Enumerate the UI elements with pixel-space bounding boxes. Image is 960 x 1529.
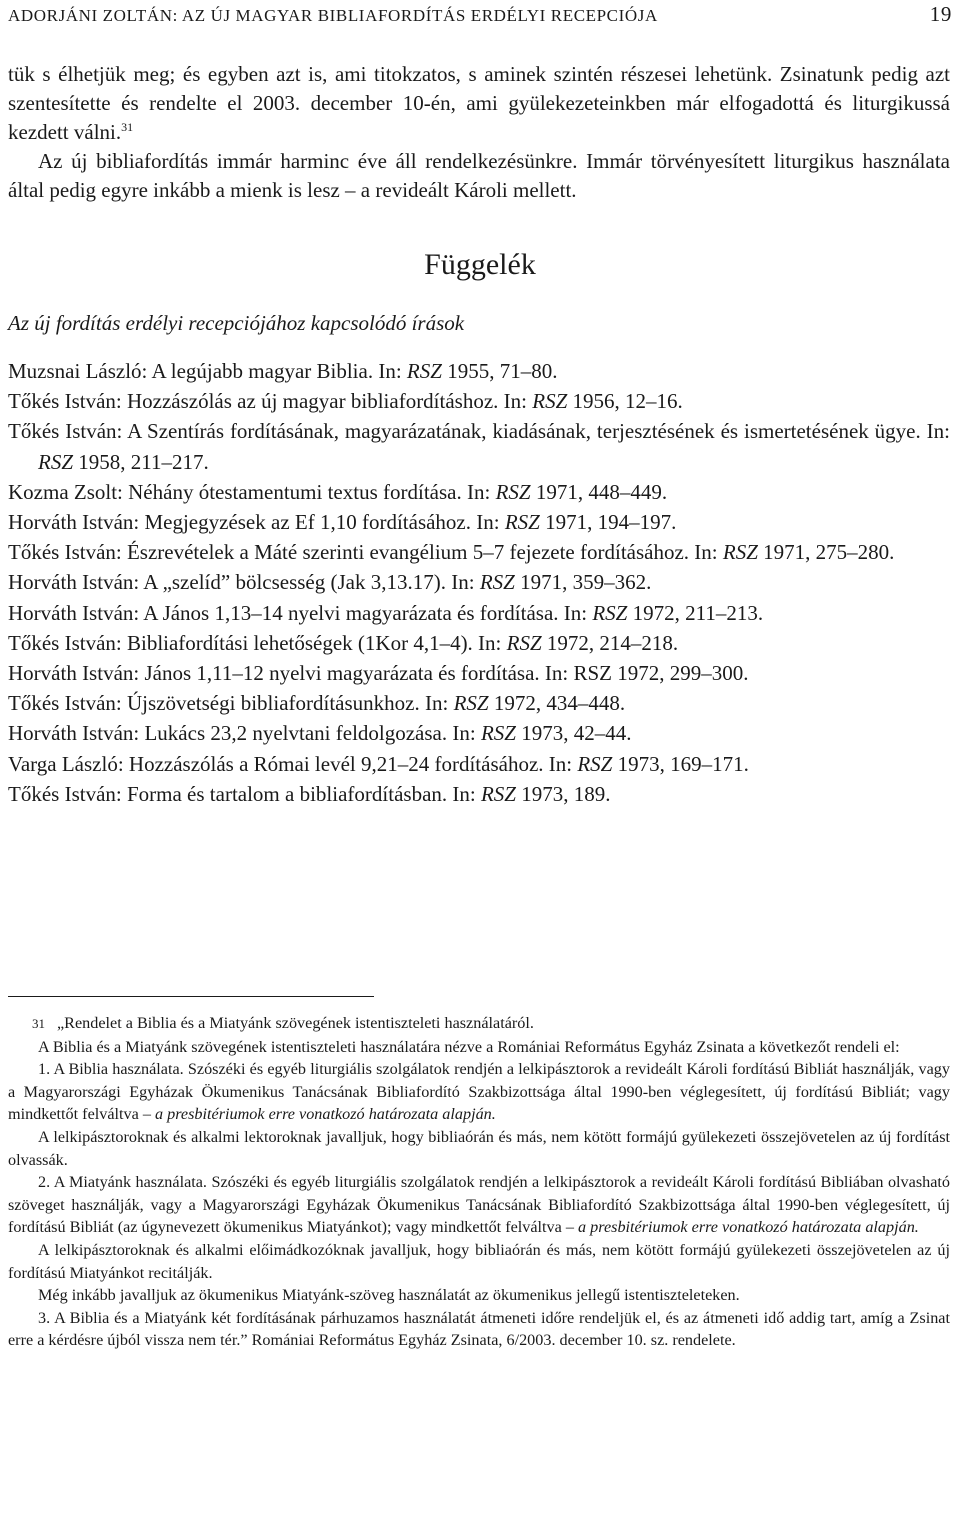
bibliography-entry: Varga László: Hozzászólás a Római levél 9,21–24 fordításához. In: RSZ 1973, 169–171. xyxy=(8,751,749,776)
running-title: ADORJÁNI ZOLTÁN: AZ ÚJ MAGYAR BIBLIAFORDÍTÁS ERDÉLYI RECEPCIÓJA xyxy=(8,6,658,25)
footnote-paragraph: A Biblia és a Miatyánk szövegének istentiszteleti használatára nézve a Romániai Református Egyház Zsinata a következőt rendeli el: xyxy=(38,1037,900,1056)
footnote-paragraph: 3. A Biblia és a Miatyánk két fordításának párhuzamos használatát átmeneti időre rendeljük el, és az átmeneti idő addig tart, amíg a Zsinat erre a kérdésre újból vissza nem tér.” Romániai Református Egyház Zsinata, 6/2003. december 10. sz. rendelete. xyxy=(8,1308,950,1350)
bibliography-entry: Tőkés István: Újszövetségi bibliafordításunkhoz. In: RSZ 1972, 434–448. xyxy=(8,691,626,716)
bibliography-entry: Horváth István: A János 1,13–14 nyelvi magyarázata és fordítása. In: RSZ 1972, 211–213. xyxy=(8,600,764,625)
appendix-heading: Függelék xyxy=(424,248,536,281)
bibliography-entry: Tőkés István: Bibliafordítási lehetőségek (1Kor 4,1–4). In: RSZ 1972, 214–218. xyxy=(8,630,679,655)
footnote-number: 31 xyxy=(32,1016,45,1031)
footnote-title: 31 „Rendelet a Biblia és a Miatyánk szövegének istentiszteleti használatáról. xyxy=(32,1014,534,1032)
bibliography-entry: Muzsnai László: A legújabb magyar Biblia. In: RSZ 1955, 71–80. xyxy=(8,359,558,383)
footnotes xyxy=(8,1012,950,1352)
body-paragraph: Az új bibliafordítás immár harminc éve áll rendelkezésünkre. Immár törvényesített liturgikus használata által pedig egyre inkább a mienk is lesz – a revideált Károli mellett. xyxy=(8,149,950,202)
page-number: 19 xyxy=(929,2,952,26)
appendix-subheading: Az új fordítás erdélyi recepciójához kapcsolódó írások xyxy=(8,311,465,335)
footnote-paragraph: Még inkább javalljuk az ökumenikus Miatyánk-szöveg használatát az ökumenikus jellegű istentiszteleteken. xyxy=(38,1286,740,1305)
bibliography-entry: Horváth István: János 1,11–12 nyelvi magyarázata és fordítása. In: RSZ 1972, 299–300. xyxy=(8,661,749,686)
body-paragraph xyxy=(8,60,950,147)
body-paragraph-text: tük s élhetjük meg; és egyben azt is, ami titokzatos, s aminek szintén részesei lehetünk. Zsinatunk pedig azt szentesítette és rendelte el 2003. december 10-én, ami gyülekezeteinkben már elfogadottá és liturgikussá kezdett válni. xyxy=(8,62,950,144)
footnote-paragraph: 1. A Biblia használata. Szószéki és egyéb liturgiális szolgálatok rendjén a lelkipásztorok a revideált Károli fordítású Bibliát használják, vagy a Magyarországi Egyházak Ökumenikus Tanácsának Bibliafordító Szakbizottsága által 1990-ben véglegesített, új fordítású Bibliát; vagy mindkettőt felváltva – a presbitériumok erre vonatkozó határozata alapján. xyxy=(8,1060,950,1124)
bibliography-entry: Horváth István: Lukács 23,2 nyelvtani feldolgozása. In: RSZ 1973, 42–44. xyxy=(8,721,632,746)
bibliography-entry: Tőkés István: A Szentírás fordításának, magyarázatának, kiadásának, terjesztésének és ismertetésének ügye. In: RSZ 1958, 211–217. xyxy=(8,419,950,474)
footnote-reference[interactable]: 31 xyxy=(121,120,134,134)
bibliography-list xyxy=(8,356,950,809)
footnote-paragraph: A lelkipásztoroknak és alkalmi előimádkozóknak javalljuk, hogy bibliaórán és más, nem kötött formájú gyülekezeti összejövetelen az új fordítású Miatyánkot recitálják. xyxy=(8,1240,950,1282)
bibliography-entry: Tőkés István: Forma és tartalom a bibliafordításban. In: RSZ 1973, 189. xyxy=(8,781,611,806)
footnote-separator xyxy=(8,996,374,997)
bibliography-entry: Tőkés István: Észrevételek a Máté szerinti evangélium 5–7 fejezete fordításához. In: RSZ 1971, 275–280. xyxy=(8,540,895,565)
footnote-paragraph: A lelkipásztoroknak és alkalmi lektoroknak javalljuk, hogy bibliaórán és más, nem kötött formájú gyülekezeti összejövetelen az új fordítást olvassák. xyxy=(8,1127,950,1169)
body-text xyxy=(8,60,950,205)
bibliography-entry: Horváth István: Megjegyzések az Ef 1,10 fordításához. In: RSZ 1971, 194–197. xyxy=(8,510,677,535)
running-header xyxy=(8,2,952,30)
bibliography-entry: Kozma Zsolt: Néhány ótestamentumi textus fordítása. In: RSZ 1971, 448–449. xyxy=(8,479,668,504)
bibliography-entry: Horváth István: A „szelíd” bölcsesség (Jak 3,13.17). In: RSZ 1971, 359–362. xyxy=(8,570,652,595)
bibliography-entry: Tőkés István: Hozzászólás az új magyar bibliafordításhoz. In: RSZ 1956, 12–16. xyxy=(8,389,683,414)
footnote-paragraph: 2. A Miatyánk használata. Szószéki és egyéb liturgiális szolgálatok rendjén a lelkipásztorok a revideált Károli fordítású Bibliában olvasható szöveget használják, vagy a Magyarországi Egyházak Ökumenikus Tanácsának Bibliafordító Szakbizottsága által 1990-ben véglegesített, új fordítású Bibliát (az úgynevezett ökumenikus Miatyánkot); vagy mindkettőt felváltva – a presbitériumok erre vonatkozó határozata alapján. xyxy=(8,1173,950,1237)
